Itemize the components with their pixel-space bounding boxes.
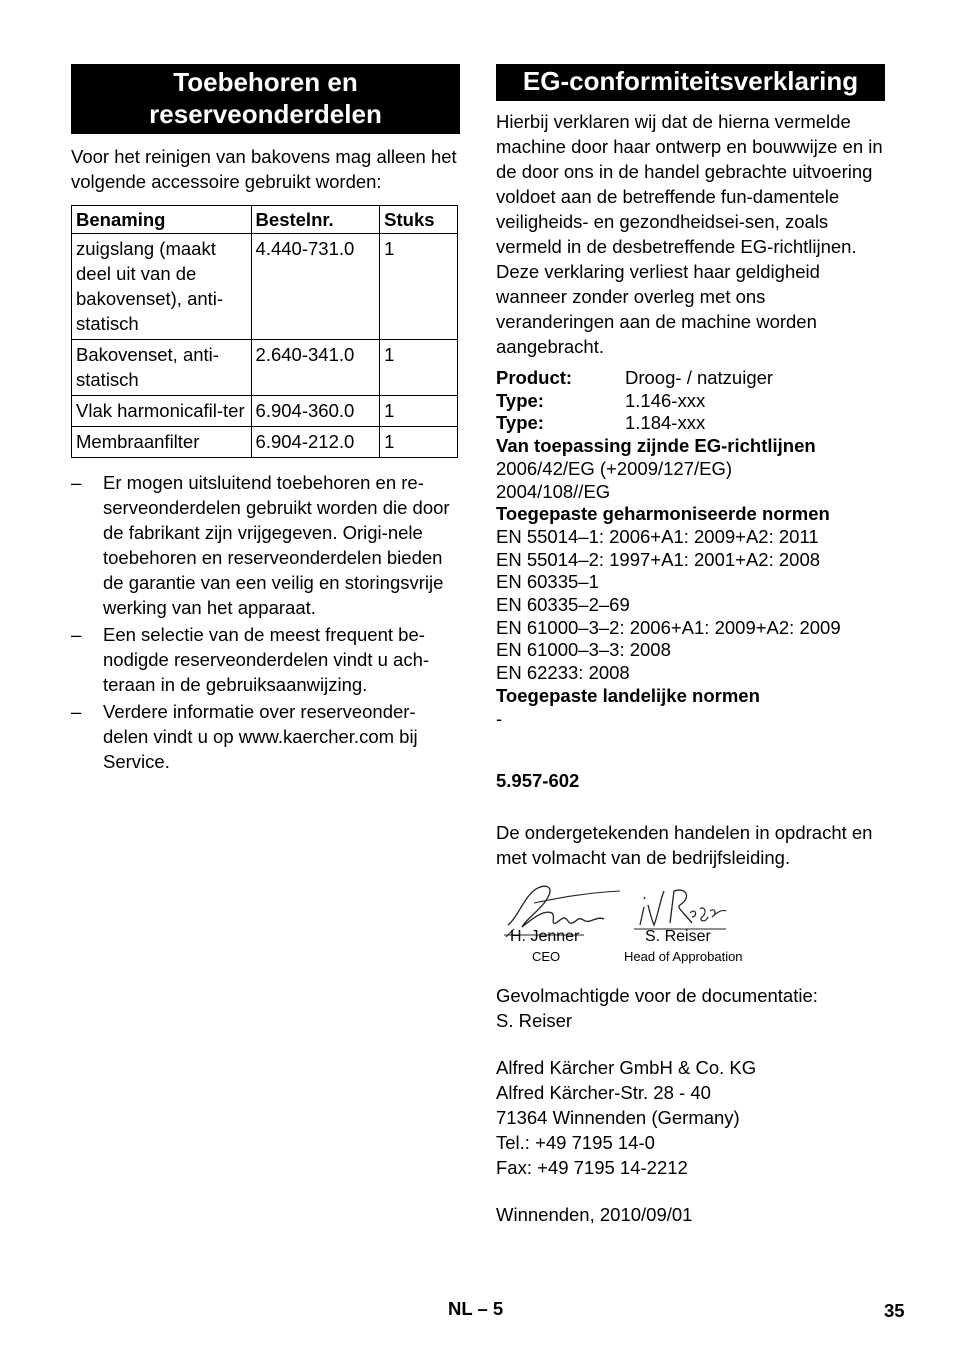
accessories-notes	[71, 470, 460, 774]
table-cell-name: Membraanfilter	[72, 427, 252, 458]
list-item	[71, 622, 460, 697]
list-item-text: Een selectie van de meest frequent be-nodigde reserveonderdelen vindt u ach-teraan in de gebruiksaanwijzing.	[103, 624, 430, 695]
national-standards-value: -	[496, 707, 503, 729]
company-city: 71364 Winnenden (Germany)	[496, 1107, 740, 1129]
standard-item: EN 61000–3–2: 2006+A1: 2009+A2: 2009	[496, 616, 841, 638]
directives-heading: Van toepassing zijnde EG-richtlijnen	[496, 435, 816, 457]
signer1-role: CEO	[532, 949, 561, 965]
company-fax: Fax: +49 7195 14-2212	[496, 1157, 688, 1179]
conformity-declaration: Hierbij verklaren wij dat de hierna vermelde machine door haar ontwerp en bouwwijze en in de door ons in de handel gebrachte uitvoering voldoet aan de betreffende fun-damentele veiligheids- en gezondheidsei-sen, zoals vermeld in de desbetreffende EG-richtlijnen. Deze verklaring verliest haar geldigheid wanneer zonder overleg met ons veranderingen aan de machine worden aangebracht.	[496, 111, 883, 357]
signer1-name: H. Jenner	[510, 928, 580, 946]
documentation-authority-name: S. Reiser	[496, 1010, 573, 1032]
bullet-dash: –	[71, 472, 82, 493]
standard-item: EN 61000–3–3: 2008	[496, 639, 671, 661]
table-row	[72, 340, 458, 396]
footer-section	[448, 1298, 503, 1320]
company-phone: Tel.: +49 7195 14-0	[496, 1132, 655, 1154]
company-address	[496, 1055, 885, 1180]
table-row	[72, 396, 458, 427]
directive-item: 2004/108//EG	[496, 480, 611, 502]
table-cell-quantity: 1	[380, 427, 458, 458]
standard-item: EN 60335–1	[496, 571, 599, 593]
signature-reiser-image	[634, 883, 730, 933]
list-item	[71, 470, 460, 620]
standard-item: EN 60335–2–69	[496, 594, 630, 616]
type-label: Type:	[496, 389, 544, 411]
accessories-heading	[71, 64, 460, 134]
footer-language: NL	[448, 1298, 473, 1319]
table-cell-order-number: 4.440-731.0	[251, 234, 380, 340]
type-label: Type:	[496, 412, 544, 434]
table-cell-quantity: 1	[380, 340, 458, 396]
page-number: 35	[884, 1300, 905, 1321]
bullet-dash: –	[71, 701, 82, 722]
signer2-role: Head of Approbation	[624, 949, 743, 965]
table-cell-order-number: 6.904-360.0	[251, 396, 380, 427]
accessories-heading-line2: reserveonderdelen	[149, 99, 382, 129]
directive-item: 2006/42/EG (+2009/127/EG)	[496, 457, 733, 479]
table-cell-name: zuigslang (maakt deel uit van de bakovenset), anti-statisch	[72, 234, 252, 340]
document-number: 5.957-602	[496, 770, 580, 792]
table-header-row	[72, 206, 458, 234]
conformity-column	[496, 64, 885, 1227]
table-cell-quantity: 1	[380, 234, 458, 340]
table-row	[72, 234, 458, 340]
type-row	[496, 390, 885, 413]
type-value: 1.184-xxx	[625, 412, 706, 434]
accessories-column	[71, 64, 460, 776]
documentation-authority	[496, 983, 885, 1033]
table-row	[72, 427, 458, 458]
signature-block	[496, 883, 885, 983]
type-value: 1.146-xxx	[625, 389, 706, 411]
conformity-heading: EG-conformiteitsverklaring	[496, 64, 885, 101]
table-header-name: Benaming	[72, 206, 252, 234]
accessories-table	[71, 205, 458, 458]
standard-item: EN 62233: 2008	[496, 662, 630, 684]
signers-statement: De ondergetekenden handelen in opdracht en met volmacht van de bedrijfsleiding.	[496, 822, 873, 869]
signer2-name: S. Reiser	[645, 928, 711, 946]
table-cell-name: Bakovenset, anti-statisch	[72, 340, 252, 396]
table-header-quantity: Stuks	[380, 206, 458, 234]
table-cell-order-number: 6.904-212.0	[251, 427, 380, 458]
product-spec	[496, 367, 885, 730]
type-row	[496, 412, 885, 435]
table-cell-quantity: 1	[380, 396, 458, 427]
table-cell-name: Vlak harmonicafil-ter	[72, 396, 252, 427]
standard-item: EN 55014–2: 1997+A1: 2001+A2: 2008	[496, 548, 821, 570]
table-header-order-number: Bestelnr.	[251, 206, 380, 234]
documentation-authority-label: Gevolmachtigde voor de documentatie:	[496, 985, 818, 1007]
product-label: Product:	[496, 367, 573, 388]
product-value: Droog- / natzuiger	[625, 367, 774, 388]
product-row	[496, 367, 885, 390]
footer-section-page: – 5	[477, 1298, 504, 1319]
table-cell-order-number: 2.640-341.0	[251, 340, 380, 396]
company-street: Alfred Kärcher-Str. 28 - 40	[496, 1082, 711, 1104]
list-item-text: Er mogen uitsluitend toebehoren en re-serveonderdelen gebruikt worden die door de fabrikant zijn vrijgegeven. Origi-nele toebehoren en reserveonderdelen bieden de garantie van een veilig en storingsvrije werking van het apparaat.	[103, 472, 450, 618]
company-name: Alfred Kärcher GmbH & Co. KG	[496, 1057, 757, 1079]
harmonised-standards-heading: Toegepaste geharmoniseerde normen	[496, 503, 830, 525]
accessories-heading-line1: Toebehoren en	[173, 67, 358, 97]
accessories-intro: Voor het reinigen van bakovens mag alleen het volgende accessoire gebruikt worden:	[71, 146, 457, 192]
list-item-text: Verdere informatie over reserveonder-delen vindt u op www.kaercher.com bij Service.	[103, 701, 418, 772]
standard-item: EN 55014–1: 2006+A1: 2009+A2: 2011	[496, 525, 819, 547]
list-item	[71, 699, 460, 774]
place-and-date: Winnenden, 2010/09/01	[496, 1204, 693, 1226]
national-standards-heading: Toegepaste landelijke normen	[496, 684, 760, 706]
bullet-dash: –	[71, 624, 82, 645]
